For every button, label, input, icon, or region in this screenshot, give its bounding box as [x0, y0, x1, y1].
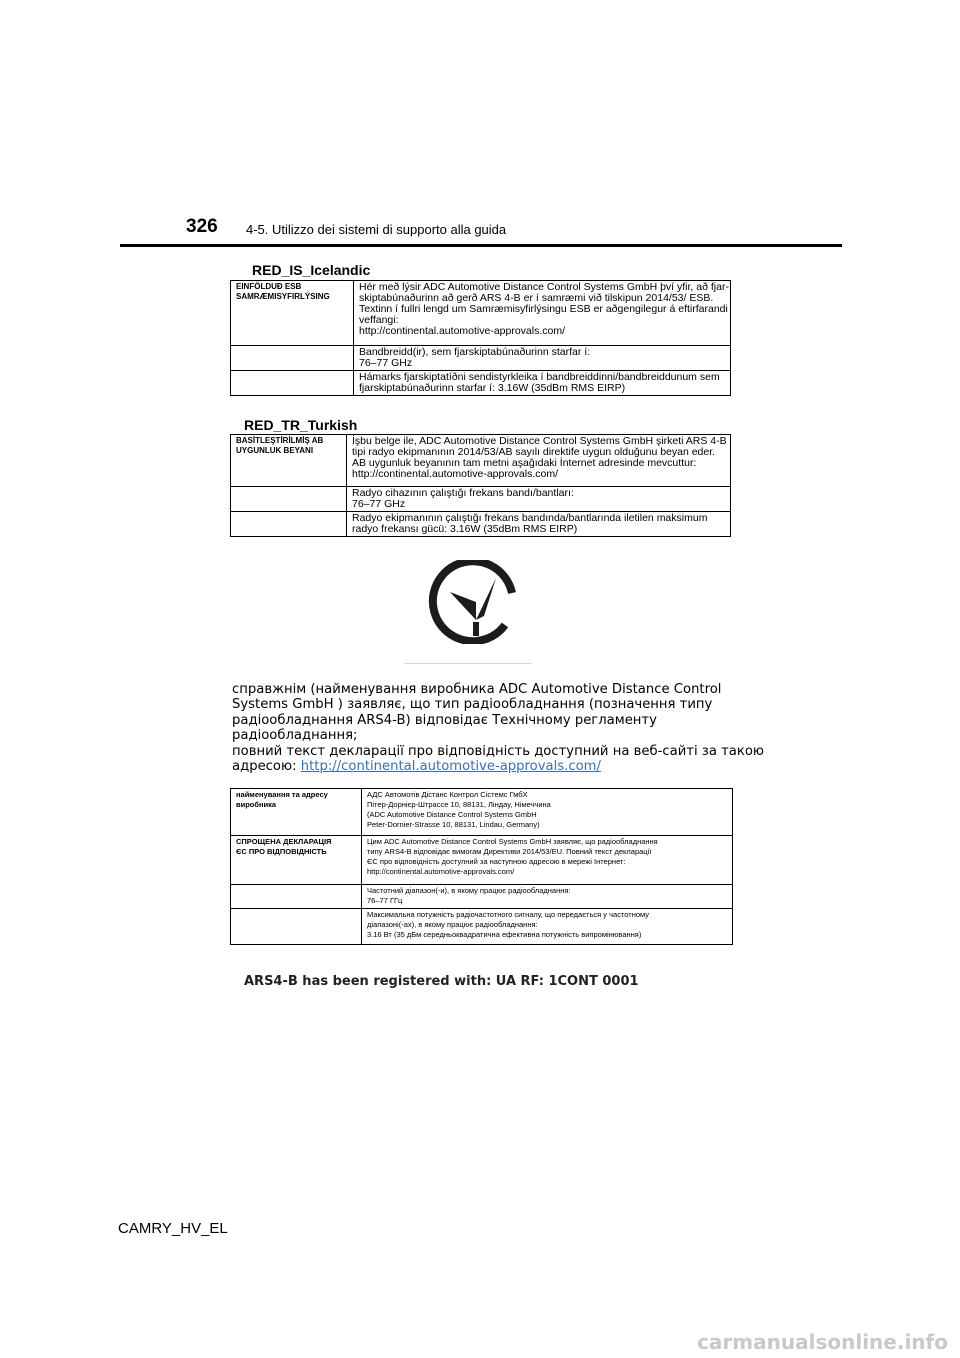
table-cell-key [231, 885, 362, 909]
table-row [231, 512, 731, 537]
table-cell-key [231, 836, 362, 885]
table-row [231, 885, 733, 909]
ukrainian-conformity-mark-icon [426, 560, 522, 644]
key-line: виробника [236, 800, 277, 809]
value-line: AB uygunluk beyanının tam metni aşağıdaki İnternet adresinde mevcuttur: [352, 457, 697, 469]
key-line: ЄС ПРО ВІДПОВІДНІСТЬ [236, 847, 327, 856]
table-row [231, 909, 733, 945]
ukrainian-declaration-text [232, 682, 764, 775]
table-cell-value [347, 512, 731, 537]
value-line: 76–77 GHz [352, 498, 406, 510]
value-line: Textinn í fullri lengd um Samræmisyfirlýsingu ESB er aðgengilegur á eftirfarandi [359, 303, 728, 315]
watermark: carmanualsonline.info [697, 1330, 948, 1354]
page-number: 326 [186, 216, 218, 237]
table-cell-value [362, 885, 733, 909]
value-line: Максимальна потужність радіочастотного сигналу, що передається у частотному [367, 910, 650, 919]
key-line: SAMRÆMISYFIRLÝSING [236, 292, 330, 301]
value-line: Peter-Dornier-Strasse 10, 88131, Lindau, Germany) [367, 820, 540, 829]
table-cell-value [347, 435, 731, 487]
value-line: Radyo ekipmanının çalıştığı frekans bandında/bantlarında iletilen maksimum [352, 512, 708, 524]
value-line: (ADC Automotive Distance Control Systems GmbH [367, 810, 537, 819]
table-cell-key [231, 281, 354, 346]
key-line: BASİTLEŞTİRİLMİŞ AB [236, 436, 324, 445]
value-line: Частотний діапазон(-и), в якому працює радіообладнання: [367, 886, 571, 895]
table-cell-key [231, 789, 362, 836]
key-line: UYGUNLUK BEYANI [236, 446, 314, 455]
divider [404, 663, 532, 664]
table-cell-key [231, 512, 347, 537]
value-line: http://continental.automotive-approvals.com/ [359, 325, 566, 337]
key-line: СПРОЩЕНА ДЕКЛАРАЦІЯ [236, 837, 332, 846]
key-line: EINFÖLDUÐ ESB [236, 282, 302, 291]
value-line: Radyo cihazının çalıştığı frekans bandı/bantları: [352, 487, 574, 499]
paragraph-line: радіообладнання ARS4-B) відповідає Технічному регламенту [232, 712, 657, 728]
table-cell-value [354, 346, 731, 371]
registration-note: ARS4-B has been registered with: UA RF: 1CONT 0001 [244, 974, 639, 989]
table-cell-value [347, 487, 731, 512]
table-cell-key [231, 909, 362, 945]
table-row [231, 487, 731, 512]
table-cell-key [231, 435, 347, 487]
turkish-heading: RED_TR_Turkish [244, 417, 358, 433]
paragraph-line: повний текст декларації про відповідність доступний на веб-сайті за такою [232, 743, 764, 759]
value-line: Hér með lýsir ADC Automotive Distance Control Systems GmbH því yfir, að fjar- [359, 281, 729, 293]
table-cell-value [354, 281, 731, 346]
table-row [231, 371, 731, 396]
paragraph-line: Systems GmbH ) заявляє, що тип радіообладнання (позначення типу [232, 697, 713, 713]
table-cell-value [362, 789, 733, 836]
value-line: skiptabúnaðurinn að gerð ARS 4-B er í samræmi við tilskipun 2014/53/ ESB. [359, 292, 714, 304]
value-line: діапазоні(-ах), в якому працює радіообладнання: [367, 920, 538, 929]
table-cell-value [362, 909, 733, 945]
value-line: 3.16 Вт (35 дБм середньоквадратична ефективна потужність випромінювання) [367, 930, 642, 939]
paragraph-line: радіообладнання; [232, 728, 358, 744]
address-label: адресою: [232, 759, 301, 775]
value-line: tipi radyo ekipmanının 2014/53/AB sayılı direktife uygun olduğunu beyan eder. [352, 446, 716, 458]
icelandic-heading: RED_IS_Icelandic [252, 262, 371, 278]
value-line: Hámarks fjarskiptatíðni sendistyrkleika í bandbreiddinni/bandbreiddunum sem [359, 371, 720, 383]
value-line: АДС Автомотів Дістанс Контрол Сістемс ГмбХ [367, 790, 528, 799]
paragraph-line [232, 759, 752, 774]
table-cell-value [354, 371, 731, 396]
table-cell-key [231, 371, 354, 396]
footer-code: CAMRY_HV_EL [118, 1220, 228, 1237]
value-line: ЄС про відповідність доступний за наступною адресою в мережі Інтернет: [367, 857, 626, 866]
table-row [231, 346, 731, 371]
key-line: найменування та адресу [236, 790, 328, 799]
value-line: fjarskiptabúnaðurinn starfar í: 3.16W (35dBm RMS EIRP) [359, 382, 626, 394]
value-line: radyo frekansı gücü: 3.16W (35dBm RMS EIRP) [352, 523, 578, 535]
table-cell-value [362, 836, 733, 885]
value-line: типу ARS4-B відповідає вимогам Директиви 2014/53/EU. Повний текст декларації [367, 847, 652, 856]
value-line: İşbu belge ile, ADC Automotive Distance Control Systems GmbH şirketi ARS 4-B [352, 435, 727, 447]
value-line: Цим ADC Automotive Distance Control Systems GmbH заявляє, що радіообладнання [367, 837, 658, 846]
value-line: 76–77 ГГц [367, 896, 403, 905]
value-line: 76–77 GHz [359, 357, 413, 369]
table-row [231, 836, 733, 885]
value-line: Пітер-Дорнієр-Штрассе 10, 88131, Ліндау, Німеччина [367, 800, 551, 809]
approvals-link[interactable]: http://continental.automotive-approvals.com/ [300, 759, 601, 775]
table-cell-key [231, 487, 347, 512]
value-line: veffangi: [359, 314, 399, 326]
paragraph-line: справжнім (найменування виробника ADC Automotive Distance Control [232, 682, 722, 697]
table-row [231, 789, 733, 836]
table-row [231, 281, 731, 346]
header-rule [120, 244, 842, 247]
turkish-table [230, 434, 731, 537]
icelandic-table [230, 280, 731, 396]
table-row [231, 435, 731, 487]
section-title: 4-5. Utilizzo dei sistemi di supporto alla guida [246, 222, 507, 237]
table-cell-key [231, 346, 354, 371]
value-line: http://continental.automotive-approvals.com/ [367, 867, 515, 876]
ukrainian-table [230, 788, 733, 945]
value-line: Bandbreidd(ir), sem fjarskiptabúnaðurinn starfar í: [359, 346, 591, 358]
value-line: http://continental.automotive-approvals.com/ [352, 468, 559, 480]
